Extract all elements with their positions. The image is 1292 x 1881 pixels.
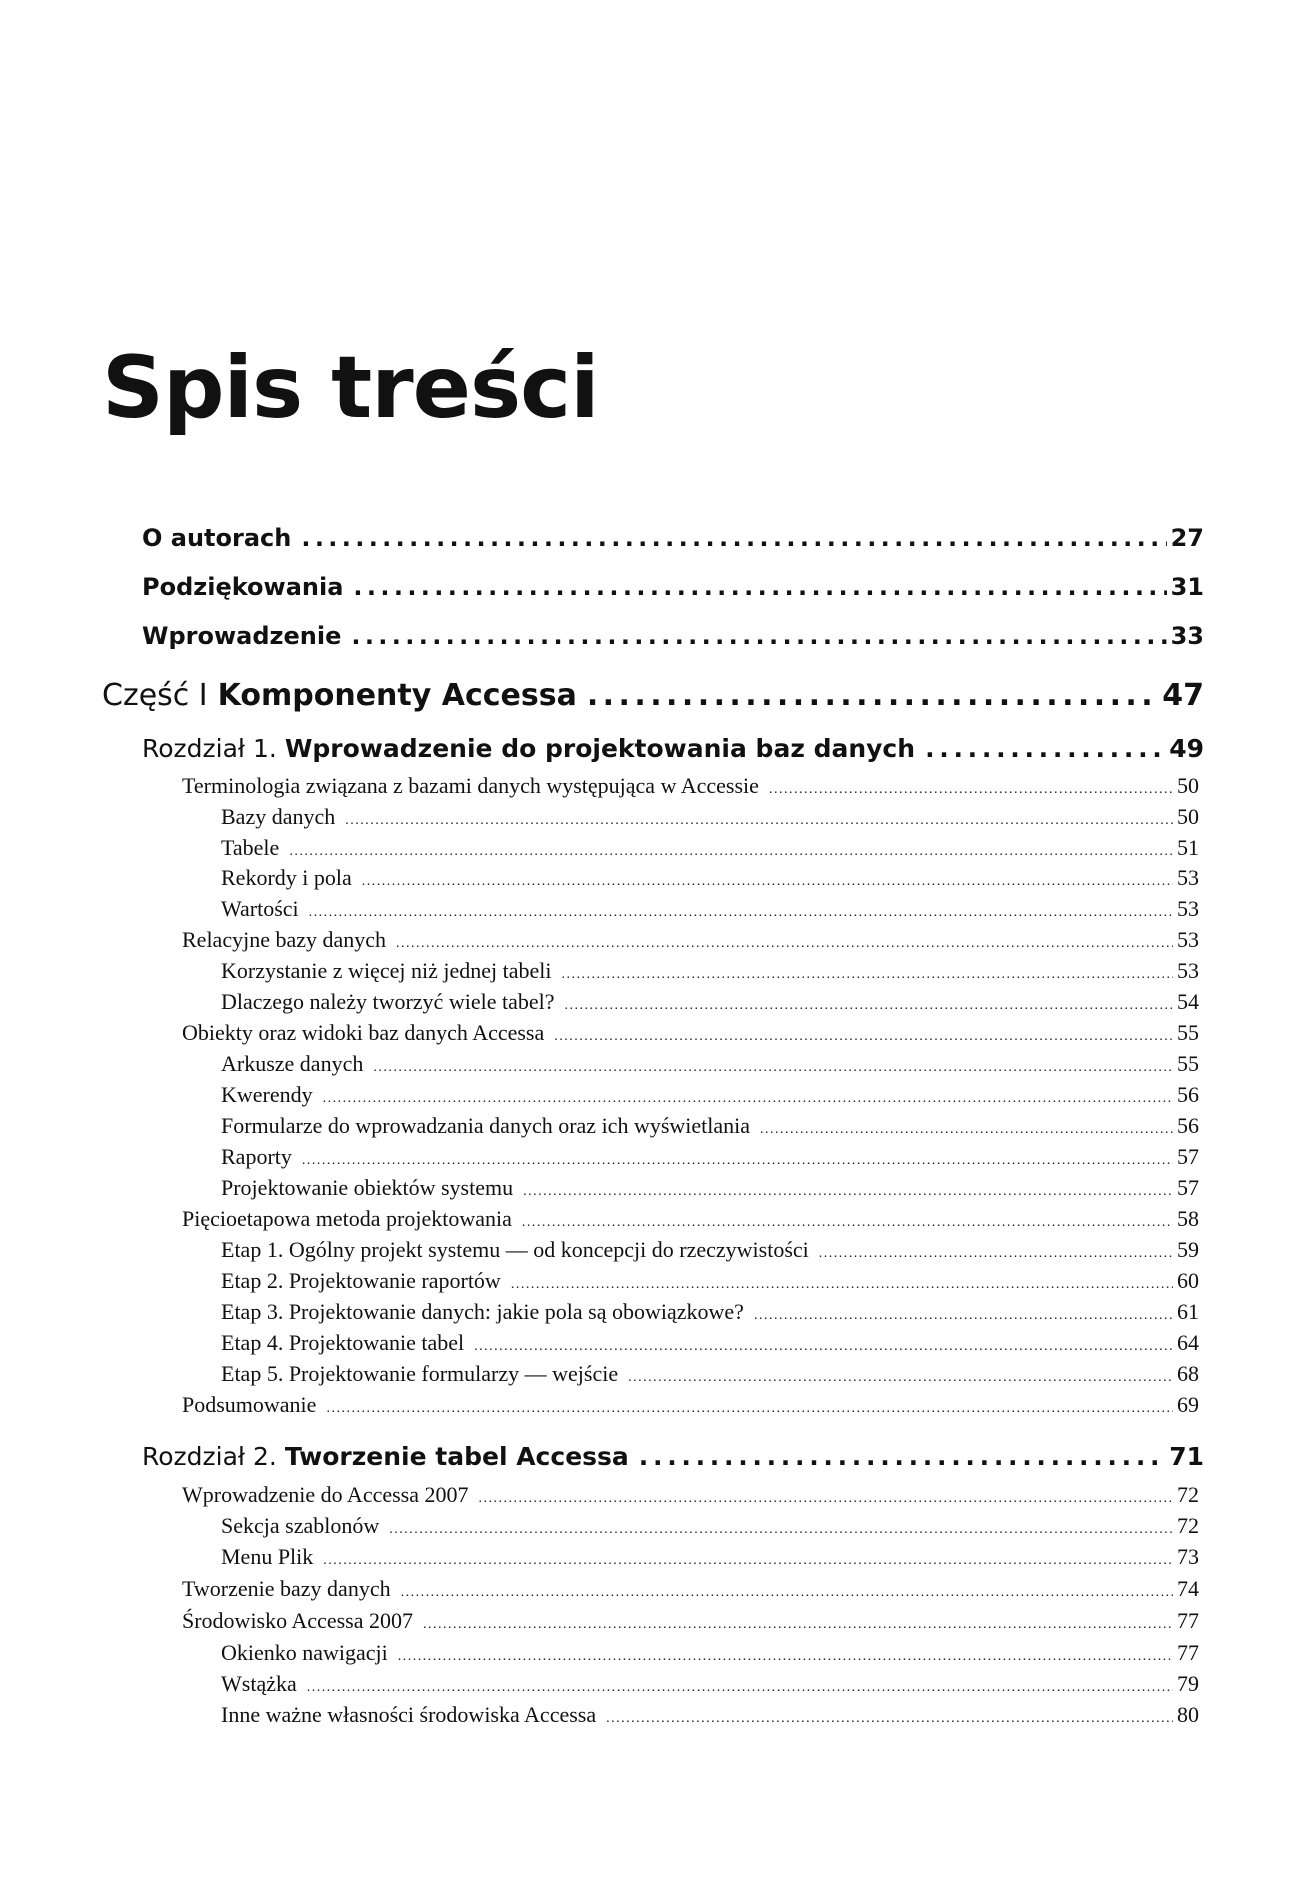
dot-leader xyxy=(323,1091,1173,1107)
dot-leader xyxy=(353,573,1166,601)
toc-entry-label: Raporty xyxy=(221,1144,292,1169)
toc-entry-label: Wartości xyxy=(221,896,299,921)
toc-subsection[interactable] xyxy=(221,1237,1199,1265)
dot-leader xyxy=(479,1491,1173,1507)
toc-entry-wprowadzenie[interactable] xyxy=(142,622,1204,658)
dot-leader xyxy=(345,813,1173,829)
chapter-title: Tworzenie tabel Accessa xyxy=(284,1442,629,1471)
toc-entry-label: Tabele xyxy=(221,835,280,860)
dot-leader xyxy=(401,1585,1173,1601)
toc-entry-label: Pięcioetapowa metoda projektowania xyxy=(182,1206,512,1231)
toc-entry-label: Etap 2. Projektowanie raportów xyxy=(221,1268,501,1293)
toc-section[interactable] xyxy=(182,1576,1199,1604)
toc-subsection[interactable] xyxy=(221,1175,1199,1203)
toc-entry-label: Etap 5. Projektowanie formularzy — wejście xyxy=(221,1361,619,1386)
toc-page-number: 51 xyxy=(1177,835,1199,860)
toc-subsection[interactable] xyxy=(221,1702,1199,1730)
dot-leader xyxy=(373,1060,1173,1076)
toc-page-number: 53 xyxy=(1177,958,1199,983)
toc-entry-label: Projektowanie obiektów systemu xyxy=(221,1175,514,1200)
dot-leader xyxy=(925,734,1165,763)
toc-page-number: 60 xyxy=(1177,1268,1199,1293)
toc-entry-label: Podziękowania xyxy=(142,573,344,601)
toc-subsection[interactable] xyxy=(221,1268,1199,1296)
toc-page-number: 72 xyxy=(1177,1513,1199,1538)
toc-entry-label: Sekcja szablonów xyxy=(221,1513,380,1538)
dot-leader xyxy=(396,936,1173,952)
dot-leader xyxy=(606,1711,1173,1727)
toc-entry-label: Relacyjne bazy danych xyxy=(182,927,387,952)
toc-page-number: 54 xyxy=(1177,989,1199,1014)
toc-page-number: 56 xyxy=(1177,1082,1199,1107)
toc-entry-label: O autorach xyxy=(142,524,292,552)
toc-entry-label: Etap 1. Ogólny projekt systemu — od koncepcji do rzeczywistości xyxy=(221,1237,809,1262)
toc-entry-label: Rekordy i pola xyxy=(221,865,352,890)
dot-leader xyxy=(561,967,1173,983)
part-prefix: Część I xyxy=(102,678,208,713)
toc-subsection[interactable] xyxy=(221,1513,1199,1541)
toc-page-number: 77 xyxy=(1177,1640,1199,1665)
toc-entry-o-autorach[interactable] xyxy=(142,524,1204,560)
toc-subsection[interactable] xyxy=(221,835,1199,863)
dot-leader xyxy=(754,1308,1173,1324)
toc-subsection[interactable] xyxy=(221,1299,1199,1327)
toc-entry-label: Formularze do wprowadzania danych oraz ich wyświetlania xyxy=(221,1113,751,1138)
chapter-title: Wprowadzenie do projektowania baz danych xyxy=(284,734,916,763)
toc-page-number: 72 xyxy=(1177,1482,1199,1507)
dot-leader xyxy=(554,1029,1173,1045)
dot-leader xyxy=(522,1215,1173,1231)
toc-page-number: 33 xyxy=(1170,622,1204,650)
dot-leader xyxy=(289,844,1173,860)
toc-entry-label: Środowisko Accessa 2007 xyxy=(182,1608,413,1633)
toc-section[interactable] xyxy=(182,1020,1199,1048)
dot-leader xyxy=(769,782,1173,798)
toc-page-number: 47 xyxy=(1162,678,1204,713)
toc-page-number: 59 xyxy=(1177,1237,1199,1262)
toc-subsection[interactable] xyxy=(221,958,1199,986)
chapter-prefix: Rozdział 2. xyxy=(142,1442,277,1471)
toc-section[interactable] xyxy=(182,1206,1199,1234)
toc-entry-label: Etap 4. Projektowanie tabel xyxy=(221,1330,465,1355)
dot-leader xyxy=(628,1370,1173,1386)
toc-entry-label: Etap 3. Projektowanie danych: jakie pola są obowiązkowe? xyxy=(221,1299,744,1324)
toc-entry-label: Bazy danych xyxy=(221,804,336,829)
toc-page-number: 31 xyxy=(1170,573,1204,601)
dot-leader xyxy=(474,1339,1173,1355)
dot-leader xyxy=(819,1246,1173,1262)
dot-leader xyxy=(326,1401,1173,1417)
toc-page-number: 71 xyxy=(1169,1442,1204,1471)
chapter-prefix: Rozdział 1. xyxy=(142,734,277,763)
toc-subsection[interactable] xyxy=(221,1640,1199,1668)
dot-leader xyxy=(302,1153,1173,1169)
dot-leader xyxy=(760,1122,1173,1138)
toc-subsection[interactable] xyxy=(221,1671,1199,1699)
toc-page-number: 57 xyxy=(1177,1144,1199,1169)
toc-subsection[interactable] xyxy=(221,989,1199,1017)
dot-leader xyxy=(309,905,1173,921)
toc-entry-label: Inne ważne własności środowiska Accessa xyxy=(221,1702,597,1727)
dot-leader xyxy=(511,1277,1173,1293)
toc-page-number: 50 xyxy=(1177,804,1199,829)
toc-entry-label: Wprowadzenie xyxy=(142,622,342,650)
toc-page-number: 77 xyxy=(1177,1608,1199,1633)
toc-page-number: 57 xyxy=(1177,1175,1199,1200)
toc-entry-label: Arkusze danych xyxy=(221,1051,364,1076)
dot-leader xyxy=(307,1680,1173,1696)
toc-page-number: 53 xyxy=(1177,927,1199,952)
toc-page-number: 64 xyxy=(1177,1330,1199,1355)
part-title: Komponenty Accessa xyxy=(217,678,577,713)
dot-leader xyxy=(523,1184,1173,1200)
toc-subsection[interactable] xyxy=(221,1330,1199,1358)
toc-section[interactable] xyxy=(182,1608,1199,1636)
toc-page-number: 79 xyxy=(1177,1671,1199,1696)
toc-entry-podziekowania[interactable] xyxy=(142,573,1204,609)
toc-page-number: 73 xyxy=(1177,1544,1199,1569)
toc-chapter-1[interactable] xyxy=(142,734,1204,768)
toc-page-number: 50 xyxy=(1177,773,1199,798)
toc-entry-label: Wprowadzenie do Accessa 2007 xyxy=(182,1482,469,1507)
dot-leader xyxy=(639,1442,1165,1471)
page-title: Spis treści xyxy=(102,338,599,438)
toc-entry-label: Podsumowanie xyxy=(182,1392,317,1417)
toc-subsection[interactable] xyxy=(221,1544,1199,1572)
dot-leader xyxy=(323,1553,1173,1569)
toc-entry-label: Kwerendy xyxy=(221,1082,313,1107)
toc-subsection[interactable] xyxy=(221,1082,1199,1110)
dot-leader xyxy=(301,524,1166,552)
toc-entry-label: Tworzenie bazy danych xyxy=(182,1576,391,1601)
toc-section[interactable] xyxy=(182,773,1199,801)
toc-entry-label: Korzystanie z więcej niż jednej tabeli xyxy=(221,958,552,983)
toc-page-number: 27 xyxy=(1170,524,1204,552)
dot-leader xyxy=(587,678,1158,713)
toc-subsection[interactable] xyxy=(221,1144,1199,1172)
toc-entry-label: Wstążka xyxy=(221,1671,297,1696)
toc-entry-label: Menu Plik xyxy=(221,1544,314,1569)
toc-page-number: 49 xyxy=(1169,734,1204,763)
toc-page-number: 55 xyxy=(1177,1020,1199,1045)
toc-subsection[interactable] xyxy=(221,1361,1199,1389)
dot-leader xyxy=(351,622,1166,650)
toc-page-number: 58 xyxy=(1177,1206,1199,1231)
toc-chapter-2[interactable] xyxy=(142,1442,1204,1476)
toc-section[interactable] xyxy=(182,1482,1199,1510)
toc-page-number: 56 xyxy=(1177,1113,1199,1138)
toc-page-number: 53 xyxy=(1177,865,1199,890)
dot-leader xyxy=(423,1617,1173,1633)
toc-subsection[interactable] xyxy=(221,804,1199,832)
toc-page-number: 53 xyxy=(1177,896,1199,921)
toc-subsection[interactable] xyxy=(221,896,1199,924)
dot-leader xyxy=(398,1649,1173,1665)
toc-entry-label: Obiekty oraz widoki baz danych Accessa xyxy=(182,1020,545,1045)
toc-subsection[interactable] xyxy=(221,865,1199,893)
toc-page-number: 80 xyxy=(1177,1702,1199,1727)
toc-section[interactable] xyxy=(182,1392,1199,1420)
toc-page-number: 74 xyxy=(1177,1576,1199,1601)
toc-section[interactable] xyxy=(182,927,1199,955)
toc-part-1[interactable] xyxy=(102,678,1204,718)
toc-entry-label: Terminologia związana z bazami danych występująca w Accessie xyxy=(182,773,759,798)
dot-leader xyxy=(564,998,1173,1014)
dot-leader xyxy=(362,874,1173,890)
dot-leader xyxy=(389,1522,1173,1538)
toc-page-number: 68 xyxy=(1177,1361,1199,1386)
toc-subsection[interactable] xyxy=(221,1051,1199,1079)
toc-page-number: 61 xyxy=(1177,1299,1199,1324)
toc-entry-label: Dlaczego należy tworzyć wiele tabel? xyxy=(221,989,555,1014)
toc-page-number: 69 xyxy=(1177,1392,1199,1417)
toc-page-number: 55 xyxy=(1177,1051,1199,1076)
toc-entry-label: Okienko nawigacji xyxy=(221,1640,388,1665)
toc-subsection[interactable] xyxy=(221,1113,1199,1141)
